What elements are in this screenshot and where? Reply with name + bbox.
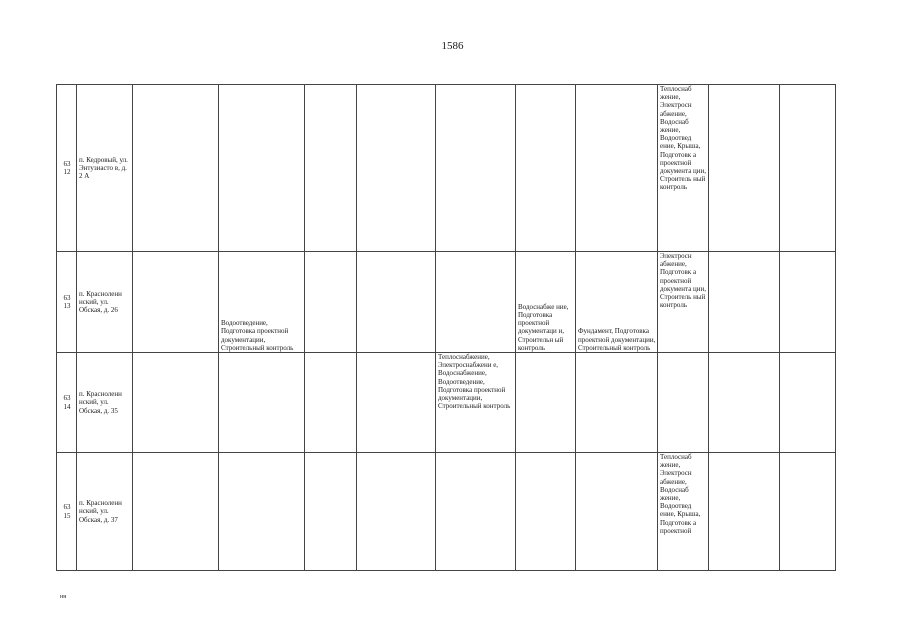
row-index: 63 12 xyxy=(57,85,77,252)
cell xyxy=(436,252,516,353)
cell xyxy=(133,353,219,453)
cell xyxy=(658,353,709,453)
cell-work-types: Теплоснаб жение, Электросн абжение, Водоснаб жение, Водоотвед ение, Крыша, Подготовк а проектной документа ции, Строитель ный контроль xyxy=(658,85,709,252)
cell xyxy=(305,85,357,252)
cell xyxy=(709,85,780,252)
page-number: 1586 xyxy=(441,40,464,52)
row-address: п. Красноленн нский, ул. Обская, д. 26 xyxy=(77,252,133,353)
cell xyxy=(516,453,576,571)
cell xyxy=(219,453,305,571)
cell-work-types: Электросн абжение, Подготовк а проектной документа ции, Строитель ный контроль xyxy=(658,252,709,353)
cell xyxy=(133,252,219,353)
register-table xyxy=(56,84,836,571)
cell xyxy=(436,85,516,252)
cell xyxy=(305,353,357,453)
cell-work-types: Фундамент, Подготовка проектной документации, Строительный контроль xyxy=(576,252,658,353)
cell xyxy=(576,85,658,252)
cell xyxy=(516,85,576,252)
cell xyxy=(709,252,780,353)
row-address: п. Красноленн нский, ул. Обская, д. 37 xyxy=(77,453,133,571)
cell xyxy=(305,252,357,353)
cell xyxy=(576,453,658,571)
cell xyxy=(436,453,516,571)
row-address: п. Красноленн нский, ул. Обская, д. 35 xyxy=(77,353,133,453)
cell-work-types: Теплоснаб жение, Электросн абжение, Водоснаб жение, Водоотвед ение, Крыша, Подготовк а проектной xyxy=(658,453,709,571)
row-address: п. Кедровый, ул. Энтузиасто в, д. 2 А xyxy=(77,85,133,252)
cell-work-types: Водоснабже ние, Подготовка проектной документаци и, Строительн ый контроль xyxy=(516,252,576,353)
cell xyxy=(219,353,305,453)
cell xyxy=(780,85,836,252)
table-row xyxy=(57,453,836,571)
cell xyxy=(516,353,576,453)
cell xyxy=(133,453,219,571)
table-row xyxy=(57,85,836,252)
row-index: 63 13 xyxy=(57,252,77,353)
cell-work-types: Водоотведение, Подготовка проектной документации, Строительный контроль xyxy=(219,252,305,353)
table-row xyxy=(57,353,836,453)
cell xyxy=(133,85,219,252)
cell xyxy=(780,252,836,353)
cell xyxy=(576,353,658,453)
cell xyxy=(780,453,836,571)
footer-mark: нн xyxy=(60,594,67,600)
cell xyxy=(357,85,436,252)
cell xyxy=(780,353,836,453)
cell xyxy=(357,453,436,571)
cell xyxy=(709,353,780,453)
cell xyxy=(357,353,436,453)
cell xyxy=(219,85,305,252)
cell xyxy=(357,252,436,353)
table-row xyxy=(57,252,836,353)
cell xyxy=(709,453,780,571)
row-index: 63 15 xyxy=(57,453,77,571)
cell xyxy=(305,453,357,571)
cell-work-types: Теплоснабжение, Электроснабжени е, Водоснабжение, Водоотведение, Подготовка проектной документации, Строительный контроль xyxy=(436,353,516,453)
row-index: 63 14 xyxy=(57,353,77,453)
